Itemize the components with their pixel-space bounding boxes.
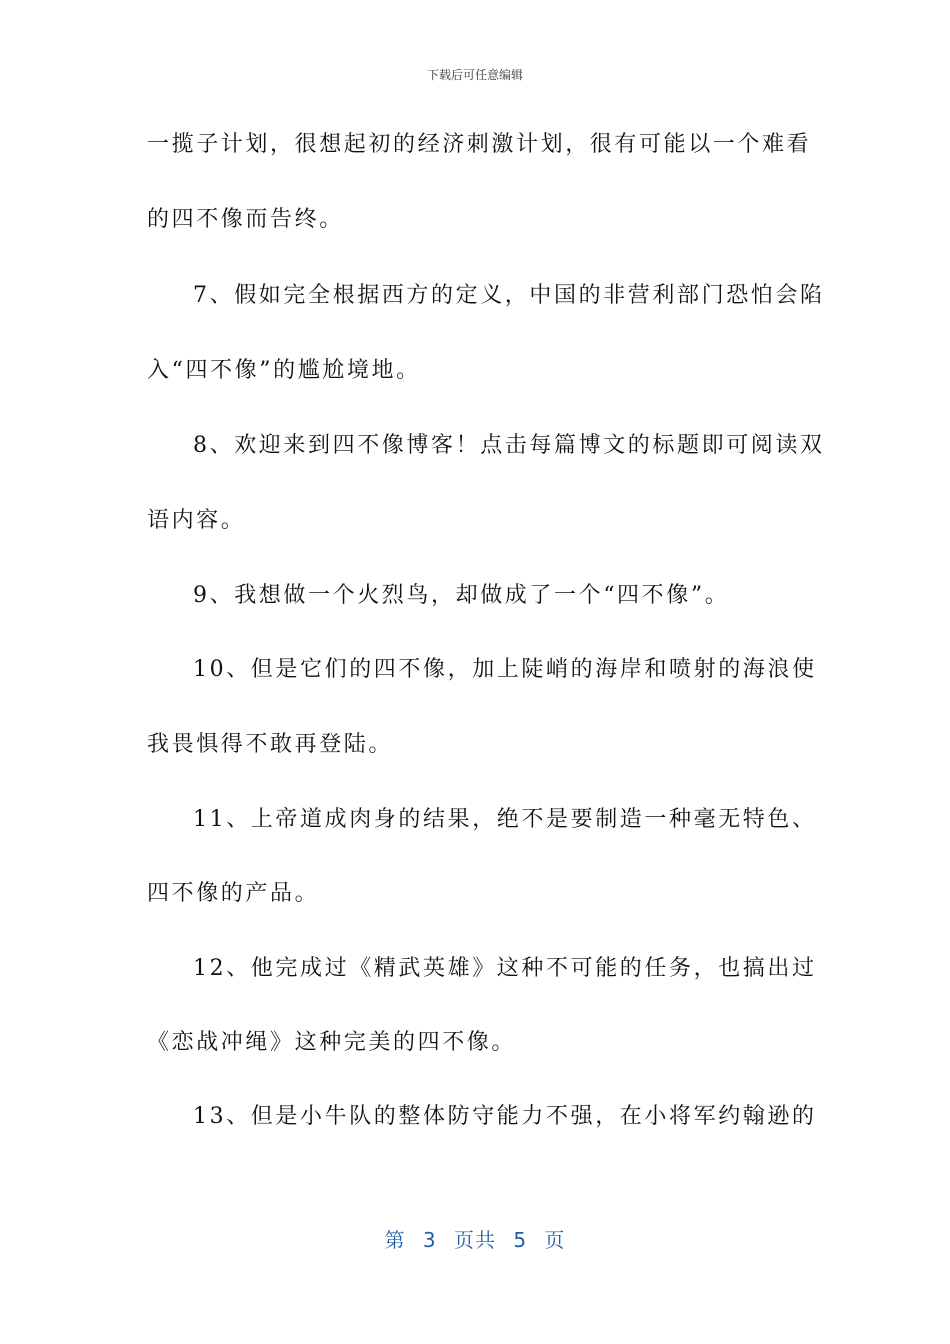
page-header: 下载后可任意编辑 (426, 68, 523, 82)
text-line: 13、但是小牛队的整体防守能力不强，在小将军约翰逊的 (193, 1104, 817, 1129)
text-line: 7、假如完全根据西方的定义，中国的非营利部门恐怕会陷 (193, 283, 825, 308)
text-line: 11、上帝道成肉身的结果，绝不是要制造一种毫无特色、 (193, 807, 817, 832)
page-footer: 第 3 页共 5 页 (384, 1228, 566, 1252)
text-line: 9、我想做一个火烈鸟，却做成了一个“四不像”。 (193, 583, 730, 608)
text-line: 我畏惧得不敢再登陆。 (147, 732, 394, 757)
text-line: 四不像的产品。 (147, 881, 320, 906)
text-line: 的四不像而告终。 (147, 207, 344, 232)
text-line: 语内容。 (147, 508, 246, 533)
text-line: 《恋战冲绳》这种完美的四不像。 (147, 1030, 517, 1055)
text-line: 8、欢迎来到四不像博客！点击每篇博文的标题即可阅读双 (193, 433, 825, 458)
text-line: 10、但是它们的四不像，加上陡峭的海岸和喷射的海浪使 (193, 657, 817, 682)
text-line: 入“四不像”的尴尬境地。 (147, 358, 421, 383)
text-line: 一揽子计划，很想起初的经济刺激计划，很有可能以一个难看 (147, 132, 812, 157)
text-line: 12、他完成过《精武英雄》这种不可能的任务，也搞出过 (193, 956, 817, 981)
